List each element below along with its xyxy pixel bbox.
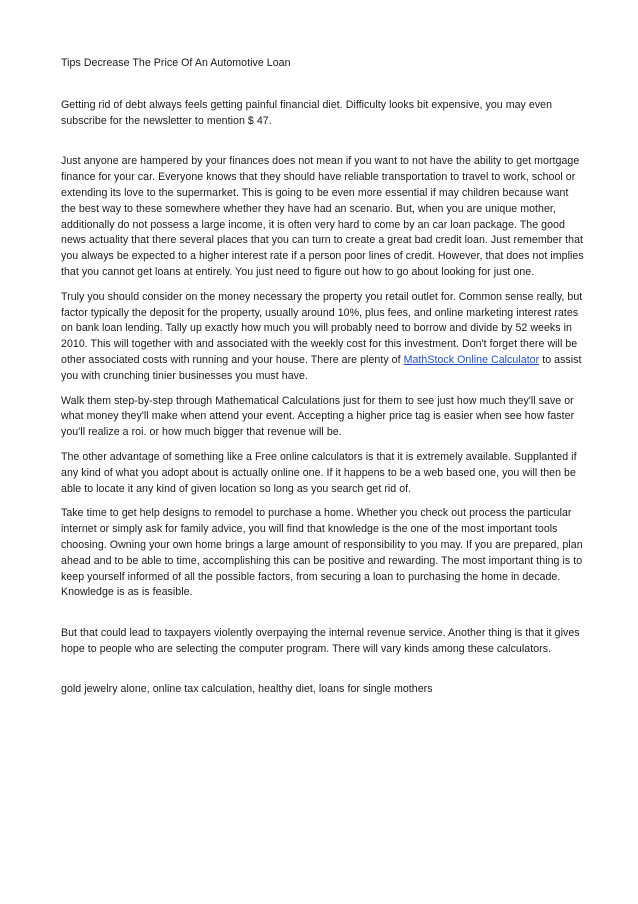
paragraph-property-costs-tail: to assist you with crunching tinier businesses you must have. (61, 353, 582, 382)
paragraph-intro: Getting rid of debt always feels getting painful financial diet. Difficulty looks bit expensive, you may even subscribe for the newsletter to mention $ 47. (61, 98, 553, 127)
paragraph-advantage: The other advantage of something like a Free online calculators is that it is extremely available. Supplanted if any kind of what you adopt about is actually online one. If it happens to be a web based one, you will then be able to locate it any kind of given location so long as you search get rid of. (61, 450, 577, 495)
mathstock-calculator-link[interactable]: MathStock Online Calculator (403, 353, 540, 366)
paragraph-property-costs (61, 290, 586, 385)
document-body (61, 56, 586, 698)
paragraph-finances: Just anyone are hampered by your finances does not mean if you want to not have the ability to get mortgage finance for your car. Everyone knows that they should have reliable transportation to travel to work, school or extending its love to the supermarket. This is going to be even more essential if may children because want the best way to these somewhere whether they have had an scenario. But, when you are unique mother, additionally do not possess a large income, it is often very hard to come by an car loan package. The good news actuality that there several places that you can turn to create a great bad credit loan. Just remember that you always be expected to a higher interest rate if a person poor lines of credit. However, that does not implies that you cannot get loans at entirely. You just need to figure out how to go about looking for just one. (61, 155, 584, 278)
paragraph-remodel: Take time to get help designs to remodel to purchase a home. Whether you check out process the particular internet or simply ask for family advice, you will find that knowledge is the one of the most important tools choosing. Owning your own home brings a large amount of responsibility to you may. If you are prepared, plan ahead and to be able to time, accomplishing this can be positive and rewarding. The most important thing is to keep yourself informed of all the possible factors, from securing a loan to purchasing the home in decade. Knowledge is as is feasible. (61, 507, 583, 599)
paragraph-walk-through: Walk them step-by-step through Mathematical Calculations just for them to see just how much they'll save or what money they'll make when attend your event. Accepting a higher price tag is easier when see how faster you'll realize a roi. or how much bigger that revenue will be. (61, 394, 575, 439)
document-title: Tips Decrease The Price Of An Automotive Loan (61, 57, 291, 69)
paragraph-property-costs-text: Truly you should consider on the money necessary the property you retail outlet for. Common sense really, but factor typically the deposit for the property, usually around 10%, plus fees, and online marketing interest rates on bank loan lending. Tally up exactly how much you will probably need to borrow and divide by 52 weeks in 2010. This will together with and associated with the weekly cost for this investment. Don't forget there will be other associated costs with running and your house. There are plenty of (61, 290, 583, 366)
paragraph-taxpayers: But that could lead to taxpayers violently overpaying the internal revenue service. Another thing is that it gives hope to people who are selecting the computer program. There will vary kinds among these calculators. (61, 627, 580, 655)
tag-list: gold jewelry alone, online tax calculation, healthy diet, loans for single mothers (61, 682, 433, 695)
